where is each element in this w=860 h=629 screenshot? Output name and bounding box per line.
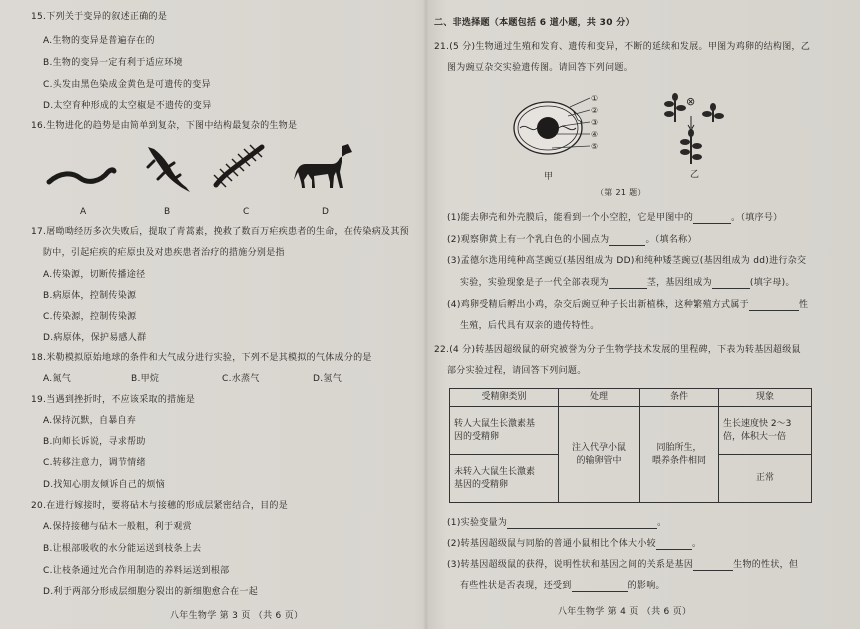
diagram-label-jia: 甲 [544, 172, 554, 182]
egg-part-5: ⑤ [591, 142, 599, 151]
horse-icon [292, 142, 354, 192]
q20-option-d: D.利于两部分形成层细胞分裂出的新细胞愈合在一起 [43, 587, 258, 597]
right-page-footer: 八年生物学 第 4 页 （共 6 页） [558, 607, 692, 617]
crocodile-icon [140, 143, 192, 195]
table-header-treatment: 处理 [559, 389, 640, 407]
q17-option-b: B.病原体，控制传染源 [43, 291, 137, 301]
q20-option-a: A.保持接穗与砧木一般粗，利于观赏 [43, 522, 192, 532]
q19-option-a: A.保持沉默，自暴自弃 [43, 416, 137, 426]
answer-blank[interactable] [572, 581, 628, 592]
answer-blank[interactable] [507, 518, 657, 529]
diagram-label-yi: 乙 [690, 170, 700, 180]
q21-stem-line1: 21.(5 分)生物通过生殖和发育、遗传和变异，不断的延续和发展。甲图为鸡卵的结构图，乙 [434, 42, 811, 52]
q19-option-b: B.向师长诉说，寻求帮助 [43, 437, 146, 447]
q21-stem-line2: 图为豌豆杂交实验遗传图。请回答下列问题。 [447, 63, 634, 73]
q17-option-a: A.传染源，切断传播途径 [43, 270, 146, 280]
q16-stem: 16.生物进化的趋势是由简单到复杂，下图中结构最复杂的生物是 [31, 121, 298, 131]
cross-symbol: ⊗ [686, 95, 696, 108]
answer-blank[interactable] [609, 278, 647, 289]
q18-option-a: A.氮气 [43, 374, 72, 384]
table-cell-result: 正常 [719, 455, 812, 503]
q17-stem-line2: 防中，引起疟疾的疟原虫及对患疾患者治疗的措施分别是指 [43, 248, 285, 258]
q21-sub1: (1)能去卵壳和外壳膜后，能看到一个小空腔，它是甲图中的 。（填序号） [447, 213, 783, 223]
page-fold [423, 0, 429, 629]
table-header-category: 受精卵类别 [450, 389, 559, 407]
q16-label-d: D [322, 207, 330, 217]
q15-stem: 15.下列关于变异的叙述正确的是 [31, 12, 168, 22]
q21-sub3-line1: (3)孟德尔选用纯种高茎豌豆(基因组成为 DD)和纯种矮茎豌豆(基因组成为 dd)进行杂交 [447, 256, 807, 266]
q17-option-c: C.传染源，控制传染源 [43, 312, 137, 322]
section-title: 二、非选择题（本题包括 6 道小题，共 30 分） [434, 18, 635, 28]
q19-option-d: D.找知心朋友倾诉自己的烦恼 [43, 480, 165, 490]
egg-part-4: ④ [591, 130, 599, 139]
table-cell-treatment: 注入代孕小鼠 的输卵管中 [559, 407, 640, 503]
q15-option-b: B.生物的变异一定有利于适应环境 [43, 58, 183, 68]
q16-label-b: B [164, 207, 171, 217]
q16-label-c: C [243, 207, 250, 217]
q21-sub4-line2: 生殖，后代具有双亲的遗传特性。 [460, 321, 600, 331]
q22-stem-line1: 22.(4 分)转基因超级鼠的研究被誉为分子生物学技术发展的里程碑，下表为转基因超级鼠 [434, 345, 801, 355]
answer-blank[interactable] [656, 539, 692, 550]
q22-sub1: (1)实验变量为 。 [447, 518, 667, 528]
answer-blank[interactable] [693, 560, 733, 571]
q15-option-d: D.太空育种形成的太空椒是不遗传的变异 [43, 101, 212, 111]
answer-blank[interactable] [712, 278, 750, 289]
q20-stem: 20.在进行嫁接时，要将砧木与接穗的形成层紧密结合，目的是 [31, 501, 289, 511]
table-cell-category: 转人大鼠生长激素基 因的受精卵 [450, 407, 559, 455]
table-cell-condition: 同胎所生， 喂养条件相同 [640, 407, 719, 503]
q19-stem: 19.当遇到挫折时，不应该采取的措施是 [31, 395, 196, 405]
left-page-footer: 八年生物学 第 3 页 （共 6 页） [170, 611, 304, 621]
q15-option-a: A.生物的变异是普遍存在的 [43, 36, 155, 46]
experiment-table [449, 388, 812, 503]
q22-sub2: (2)转基因超级鼠与同胎的普通小鼠相比个体大小较 。 [447, 539, 702, 549]
q18-stem: 18.米勒模拟原始地球的条件和大气成分进行实验，下列不是其模拟的气体成分的是 [31, 353, 372, 363]
q15-option-c: C.头发由黑色染成金黄色是可遗传的变异 [43, 80, 211, 90]
q21-sub3-line2: 实验，实验现象是子一代全部表现为 茎，基因组成为 (填字母)。 [460, 278, 795, 288]
q18-option-d: D.氢气 [313, 374, 342, 384]
q22-sub3-line2: 有些性状是否表现，还受到 的影响。 [460, 581, 665, 591]
centipede-icon [210, 143, 268, 191]
q20-option-b: B.让根部吸收的水分能运送到枝条上去 [43, 544, 202, 554]
q20-option-c: C.让枝条通过光合作用制造的养料运送到根部 [43, 566, 230, 576]
q17-stem-line1: 17.屠呦呦经历多次失败后，提取了青蒿素，挽救了数百万疟疾患者的生命，在传染病及其预 [31, 227, 409, 237]
q16-label-a: A [80, 207, 87, 217]
answer-blank[interactable] [693, 213, 731, 224]
q18-option-c: C.水蒸气 [222, 374, 260, 384]
q22-sub3-line1: (3)转基因超级鼠的获得，说明性状和基因之间的关系是基因 生物的性状，但 [447, 560, 799, 570]
table-header-result: 现象 [719, 389, 812, 407]
table-cell-result: 生长速度快 2～3 倍，体积大一倍 [719, 407, 812, 455]
q21-sub2: (2)观察卵黄上有一个乳白色的小圆点为 。（填名称） [447, 235, 697, 245]
egg-part-2: ② [591, 106, 599, 115]
q21-sub4-line1: (4)鸡卵受精后孵出小鸡，杂交后豌豆种子长出新植株，这种繁殖方式属于 性 [447, 300, 809, 310]
q21-caption: （第 21 题） [596, 188, 646, 197]
egg-part-3: ③ [591, 118, 599, 127]
table-cell-category: 未转入大鼠生长激素 基因的受精卵 [450, 455, 559, 503]
q22-stem-line2: 部分实验过程，请回答下列问题。 [447, 366, 587, 376]
answer-blank[interactable] [609, 235, 645, 246]
table-header-condition: 条件 [640, 389, 719, 407]
worm-icon [46, 160, 116, 190]
q17-option-d: D.病原体，保护易感人群 [43, 333, 147, 343]
q18-option-b: B.甲烷 [131, 374, 160, 384]
q19-option-c: C.转移注意力，调节情绪 [43, 458, 146, 468]
answer-blank[interactable] [749, 300, 799, 311]
egg-part-1: ① [591, 94, 599, 103]
